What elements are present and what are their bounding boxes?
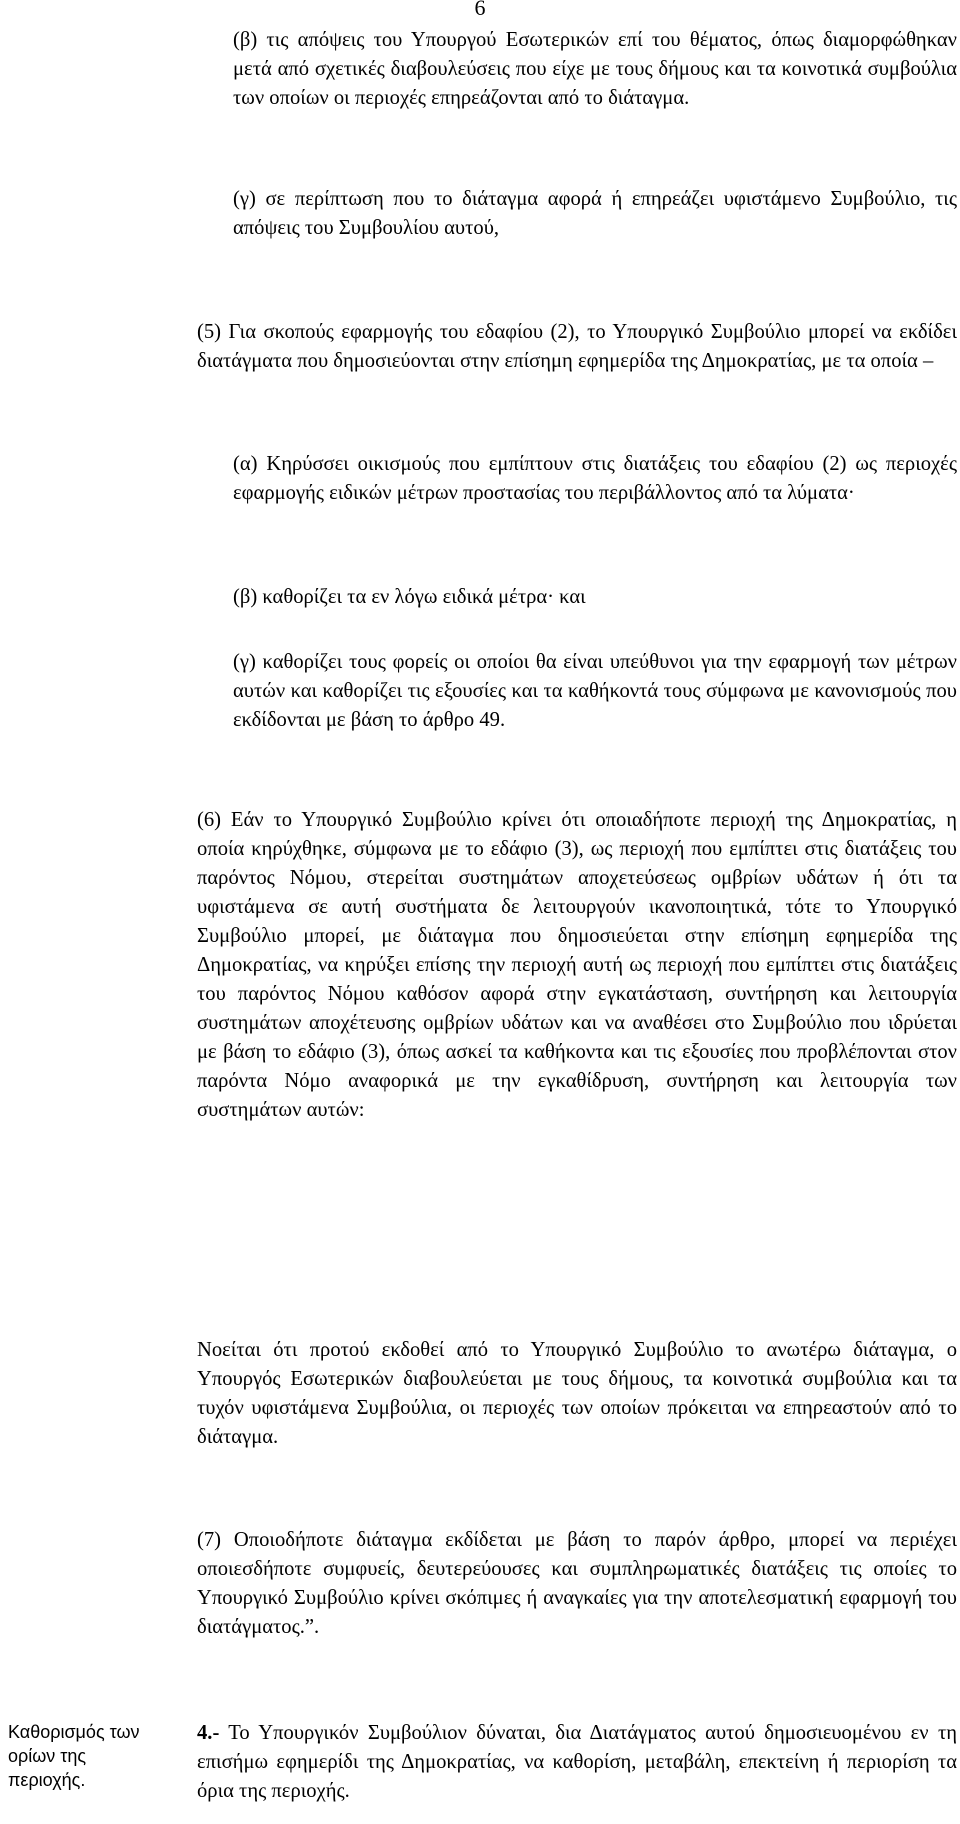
page-number: 6 (474, 0, 486, 20)
subparagraph-a-declares-settlements: (α) Κηρύσσει οικισμούς που εμπίπτουν στις διατάξεις του εδαφίου (2) ως περιοχές εφαρμογής ειδικών μέτρων προστασίας του περιβάλλοντος από τα λύματα· (233, 453, 957, 504)
subparagraph-b-measures: (β) καθορίζει τα εν λόγω ειδικά μέτρα· και (233, 586, 586, 608)
subparagraph-c-council-views: (γ) σε περίπτωση που το διάταγμα αφορά ή επηρεάζει υφιστάμενο Συμβούλιο, τις απόψεις του Συμβουλίου αυτού, (233, 188, 957, 239)
section-4-number: 4.- (197, 1722, 220, 1744)
proviso-paragraph: Νοείται ότι προτού εκδοθεί από το Υπουργικό Συμβούλιο το ανωτέρω διάταγμα, ο Υπουργός Εσωτερικών διαβουλεύεται με τους δήμους, τα κοινοτικά συμβούλια και τα τυχόν υφιστάμενα Συμβούλια, οι περιοχές των οποίων πρόκειται να επηρεαστούν από το διάταγμα. (197, 1339, 957, 1448)
paragraph-6: (6) Εάν το Υπουργικό Συμβούλιο κρίνει ότι οποιαδήποτε περιοχή της Δημοκρατίας, η οποία κηρύχθηκε, σύμφωνα με το εδάφιο (3), ως περιοχή που εμπίπτει στις διατάξεις του παρόντος Νόμου, στερείται συστημάτων αποχετεύσεως ομβρίων υδάτων ή ότι τα υφιστάμενα σε αυτή συστήματα δε λειτουργούν ικανοποιητικά, τότε το Υπουργικό Συμβούλιο μπορεί, με διάταγμα που δημοσιεύεται στην επίσημη εφημερίδα της Δημοκρατίας, να κηρύξει επίσης την περιοχή αυτή ως περιοχή που εμπίπτει στις διατάξεις του παρόντος Νόμου καθόσον αφορά στην εγκατάσταση, συντήρηση και λειτουργία συστημάτων αποχέτευσης ομβρίων υδάτων και να αναθέσει στο Συμβούλιο που ιδρύεται με βάση το εδάφιο (3), όπως ασκεί τα καθήκοντα και τις εξουσίες που προβλέπονται στον παρόντα Νόμο αναφορικά με την εγκαθίδρυση, συντήρηση και λειτουργία των συστημάτων αυτών: (197, 809, 957, 1121)
paragraph-7: (7) Οποιοδήποτε διάταγμα εκδίδεται με βάση το παρόν άρθρο, μπορεί να περιέχει οποιεσδήποτε συμφυείς, δευτερεύουσες και συμπληρωματικές διατάξεις τις οποίες το Υπουργικό Συμβούλιο κρίνει σκόπιμες ή αναγκαίες για την αποτελεσματική εφαρμογή του διατάγματος.”. (197, 1529, 957, 1638)
section-4-text: Το Υπουργικόν Συμβούλιον δύναται, δια Διατάγματος αυτού δημοσιευομένου εν τη επισήμω εφημερίδι της Δημοκρατίας, να καθορίση, μεταβάλη, επεκτείνη ή περιορίση τα όρια της περιοχής. (197, 1722, 957, 1802)
section-4-paragraph (197, 1719, 957, 1806)
subparagraph-c-responsible-bodies: (γ) καθορίζει τους φορείς οι οποίοι θα είναι υπεύθυνοι για την εφαρμογή των μέτρων αυτών και καθορίζει τις εξουσίες και τα καθήκοντά τους σύμφωνα με κανονισμούς που εκδίδονται με βάση το άρθρο 49. (233, 651, 957, 731)
paragraph-5: (5) Για σκοπούς εφαρμογής του εδαφίου (2), το Υπουργικό Συμβούλιο μπορεί να εκδίδει διατάγματα που δημοσιεύονται στην επίσημη εφημερίδα της Δημοκρατίας, με τα οποία – (197, 321, 957, 372)
margin-note: Καθορισμός των ορίων της περιοχής. (8, 1722, 140, 1790)
subparagraph-b-ministry-views: (β) τις απόψεις του Υπουργού Εσωτερικών επί του θέματος, όπως διαμορφώθηκαν μετά από σχετικές διαβουλεύσεις που είχε με τους δήμους και τα κοινοτικά συμβούλια των οποίων οι περιοχές επηρεάζονται από το διάταγμα. (233, 29, 957, 109)
